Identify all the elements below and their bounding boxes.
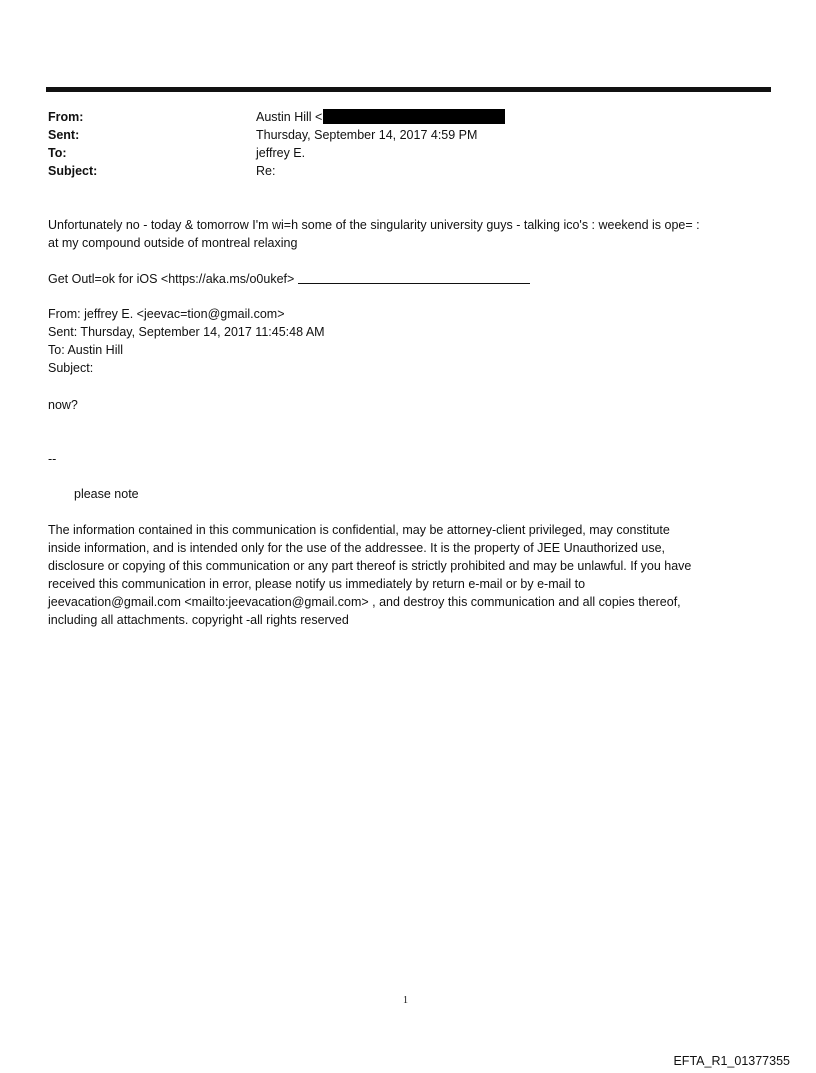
outlook-link-text: Get Outl=ok for iOS <https://aka.ms/o0ukef> [48, 272, 295, 286]
body-line-2: at my compound outside of montreal relaxing [48, 236, 298, 250]
header-rule [46, 87, 771, 92]
disclaimer [48, 521, 773, 629]
sent-value: Thursday, September 14, 2017 4:59 PM [256, 128, 478, 142]
redaction-box [323, 109, 505, 124]
from-value [256, 108, 505, 126]
subject-value: Re: [256, 164, 276, 178]
quoted-subject: Subject: [48, 361, 94, 375]
please-note: please note [74, 487, 139, 501]
disclaimer-line: The information contained in this communication is confidential, may be attorney-client privileged, may constitute [48, 523, 670, 537]
outlook-line [48, 270, 773, 288]
quoted-from: From: jeffrey E. <jeevac=tion@gmail.com> [48, 307, 285, 321]
disclaimer-line: inside information, and is intended only for the use of the addressee. It is the property of JEE Unauthorized use, [48, 541, 666, 555]
quoted-message [48, 396, 773, 414]
body-line-1: Unfortunately no - today & tomorrow I'm wi=h some of the singularity university guys - talking ico's : weekend is ope= : [48, 218, 700, 232]
sent-label: Sent: [48, 128, 80, 142]
subject-label: Subject: [48, 164, 98, 178]
disclaimer-line: jeevacation@gmail.com <mailto:jeevacation@gmail.com> , and destroy this communication and all copies thereof, [48, 595, 681, 609]
to-label: To: [48, 146, 67, 160]
to-value: jeffrey E. [256, 146, 306, 160]
disclaimer-line: disclosure or copying of this communication or any part thereof is strictly prohibited and may be unlawful. If you have [48, 559, 692, 573]
dashes-text: -- [48, 452, 57, 466]
from-name: Austin Hill < [256, 110, 323, 124]
quoted-to: To: Austin Hill [48, 343, 124, 357]
page-number: 1 [403, 995, 408, 1006]
separator-underline [298, 271, 530, 284]
quoted-message-text: now? [48, 398, 78, 412]
quoted-sent: Sent: Thursday, September 14, 2017 11:45:48 AM [48, 325, 325, 339]
subject-row [48, 162, 768, 180]
from-row [48, 108, 768, 126]
bates-number: EFTA_R1_01377355 [673, 1054, 790, 1068]
disclaimer-line: received this communication in error, please notify us immediately by return e-mail or by e-mail to [48, 577, 586, 591]
sent-row [48, 126, 768, 144]
from-label: From: [48, 110, 84, 124]
to-row [48, 144, 768, 162]
quoted-header [48, 305, 773, 377]
reply-body [48, 216, 773, 252]
disclaimer-line: including all attachments. copyright -all rights reserved [48, 613, 349, 627]
signature-dashes [48, 450, 773, 468]
email-header [48, 108, 768, 180]
